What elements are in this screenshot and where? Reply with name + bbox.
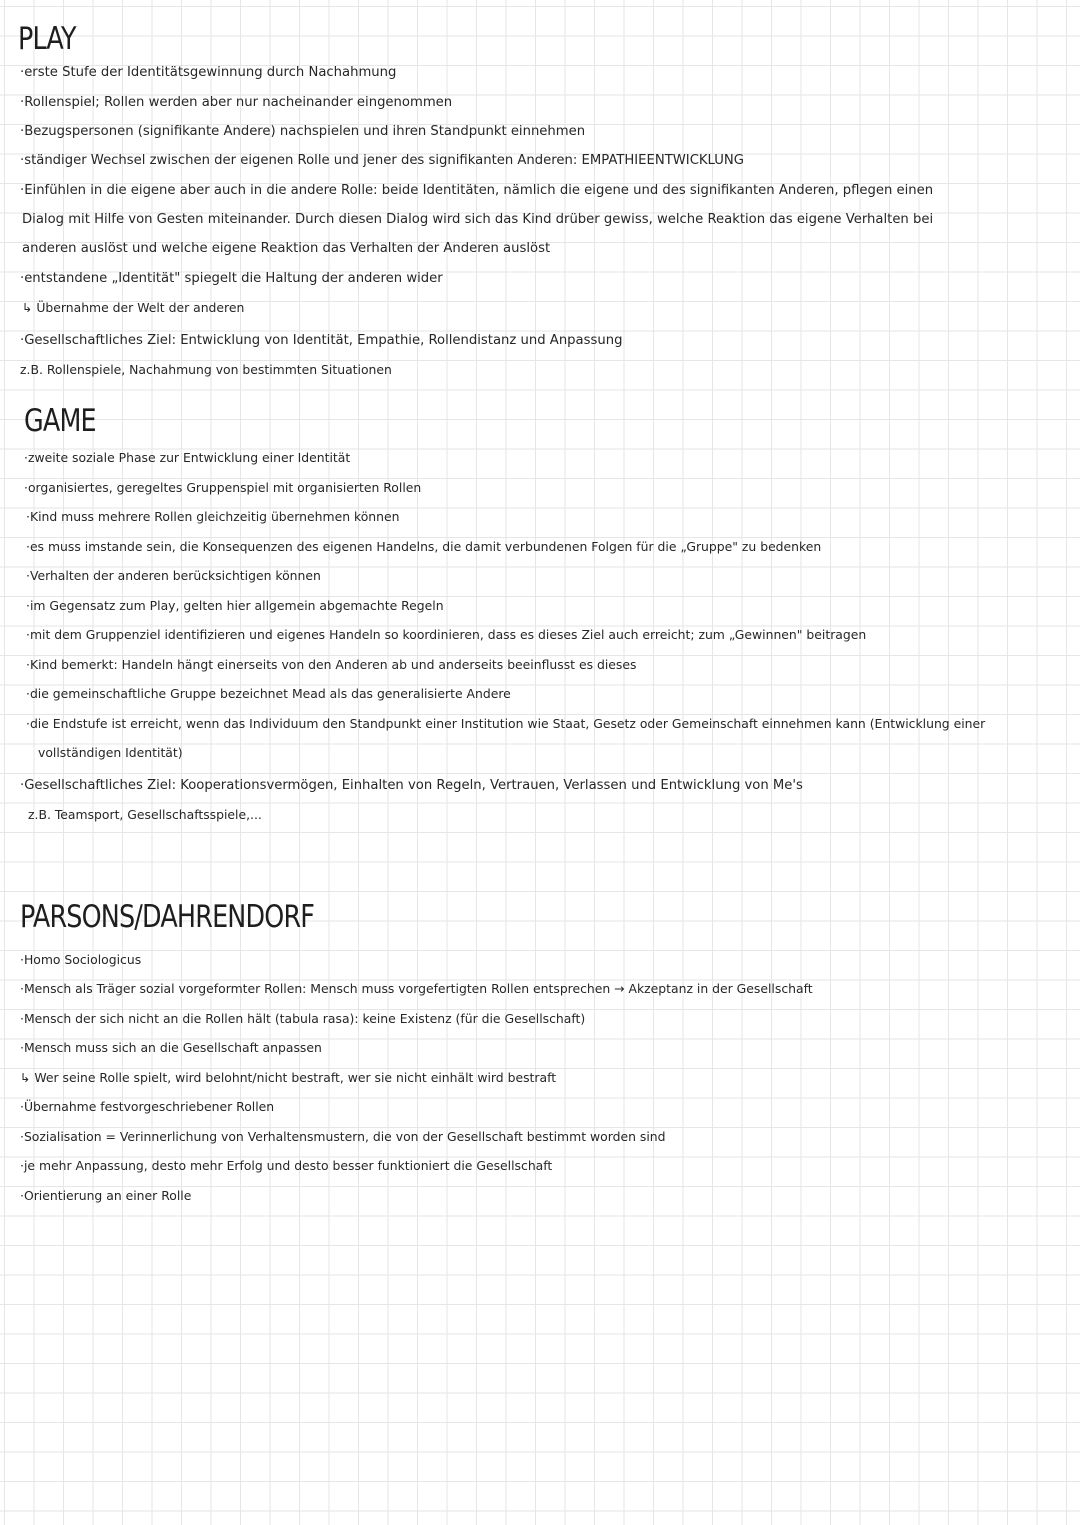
note-line: ·Übernahme festvorgeschriebener Rollen (20, 1099, 275, 1114)
note-line: ·Kind bemerkt: Handeln hängt einerseits von den Anderen ab und anderseits beeinflusst es dieses (26, 657, 637, 672)
note-line: ·mit dem Gruppenziel identifizieren und eigenes Handeln so koordinieren, dass es dieses Ziel auch erreicht; zum „Gewinnen" beitragen (26, 627, 867, 642)
note-line: z.B. Rollenspiele, Nachahmung von bestimmten Situationen (20, 362, 392, 377)
note-line: ·die Endstufe ist erreicht, wenn das Individuum den Standpunkt einer Institution wie Staat, Gesetz oder Gemeinschaft einnehmen kann (Entwicklung einer (26, 716, 986, 731)
note-line: ·Rollenspiel; Rollen werden aber nur nacheinander eingenommen (20, 95, 453, 110)
note-line: ·Gesellschaftliches Ziel: Entwicklung von Identität, Empathie, Rollendistanz und Anpassung (20, 333, 623, 348)
note-line: ·Homo Sociologicus (20, 952, 142, 967)
note-line: ·die gemeinschaftliche Gruppe bezeichnet Mead als das generalisierte Andere (26, 686, 511, 701)
note-line: ·je mehr Anpassung, desto mehr Erfolg und desto besser funktioniert die Gesellschaft (20, 1158, 553, 1173)
note-line: ↳ Übernahme der Welt der anderen (22, 300, 245, 315)
note-line: ·Mensch muss sich an die Gesellschaft anpassen (20, 1040, 322, 1055)
note-line: ·Verhalten der anderen berücksichtigen können (26, 568, 321, 583)
section-heading-parsons-dahrendorf: PARSONS/DAHRENDORF (20, 899, 315, 935)
note-line: ·Orientierung an einer Rolle (20, 1188, 192, 1203)
note-line: z.B. Teamsport, Gesellschaftsspiele,... (28, 807, 262, 822)
note-line: anderen auslöst und welche eigene Reaktion das Verhalten der Anderen auslöst (22, 241, 551, 256)
note-line: ·Mensch als Träger sozial vorgeformter Rollen: Mensch muss vorgefertigten Rollen entsprechen → Akzeptanz in der Gesellschaft (20, 981, 813, 996)
note-line: ↳ Wer seine Rolle spielt, wird belohnt/nicht bestraft, wer sie nicht einhält wird bestraft (20, 1070, 557, 1085)
note-line: ·organisiertes, geregeltes Gruppenspiel mit organisierten Rollen (24, 480, 422, 495)
note-line: ·Einfühlen in die eigene aber auch in die andere Rolle: beide Identitäten, nämlich die eigene und des signifikanten Anderen, pflegen einen (20, 183, 934, 198)
note-line: ·Gesellschaftliches Ziel: Kooperationsvermögen, Einhalten von Regeln, Vertrauen, Verlassen und Entwicklung von Me's (20, 778, 803, 793)
note-line: ·zweite soziale Phase zur Entwicklung einer Identität (24, 450, 351, 465)
note-line: ·Bezugspersonen (signifikante Andere) nachspielen und ihren Standpunkt einnehmen (20, 124, 586, 139)
note-line: ·Sozialisation = Verinnerlichung von Verhaltensmustern, die von der Gesellschaft bestimmt worden sind (20, 1129, 666, 1144)
note-line: ·Mensch der sich nicht an die Rollen hält (tabula rasa): keine Existenz (für die Gesellschaft) (20, 1011, 586, 1026)
note-line: ·Kind muss mehrere Rollen gleichzeitig übernehmen können (26, 509, 400, 524)
section-heading-game: GAME (24, 403, 96, 439)
note-line: ·es muss imstande sein, die Konsequenzen des eigenen Handelns, die damit verbundenen Folgen für die „Gruppe" zu bedenken (26, 539, 822, 554)
note-line: vollständigen Identität) (38, 745, 183, 760)
note-line: ·im Gegensatz zum Play, gelten hier allgemein abgemachte Regeln (26, 598, 444, 613)
note-line: Dialog mit Hilfe von Gesten miteinander. Durch diesen Dialog wird sich das Kind drüber gewiss, welche Reaktion das eigene Verhalten bei (22, 212, 934, 227)
section-heading-play: PLAY (18, 21, 76, 57)
note-line: ·ständiger Wechsel zwischen der eigenen Rolle und jener des signifikanten Anderen: EMPATHIEENTWICKLUNG (20, 153, 744, 168)
note-line: ·erste Stufe der Identitätsgewinnung durch Nachahmung (20, 65, 397, 80)
note-line: ·entstandene „Identität" spiegelt die Haltung der anderen wider (20, 271, 443, 286)
